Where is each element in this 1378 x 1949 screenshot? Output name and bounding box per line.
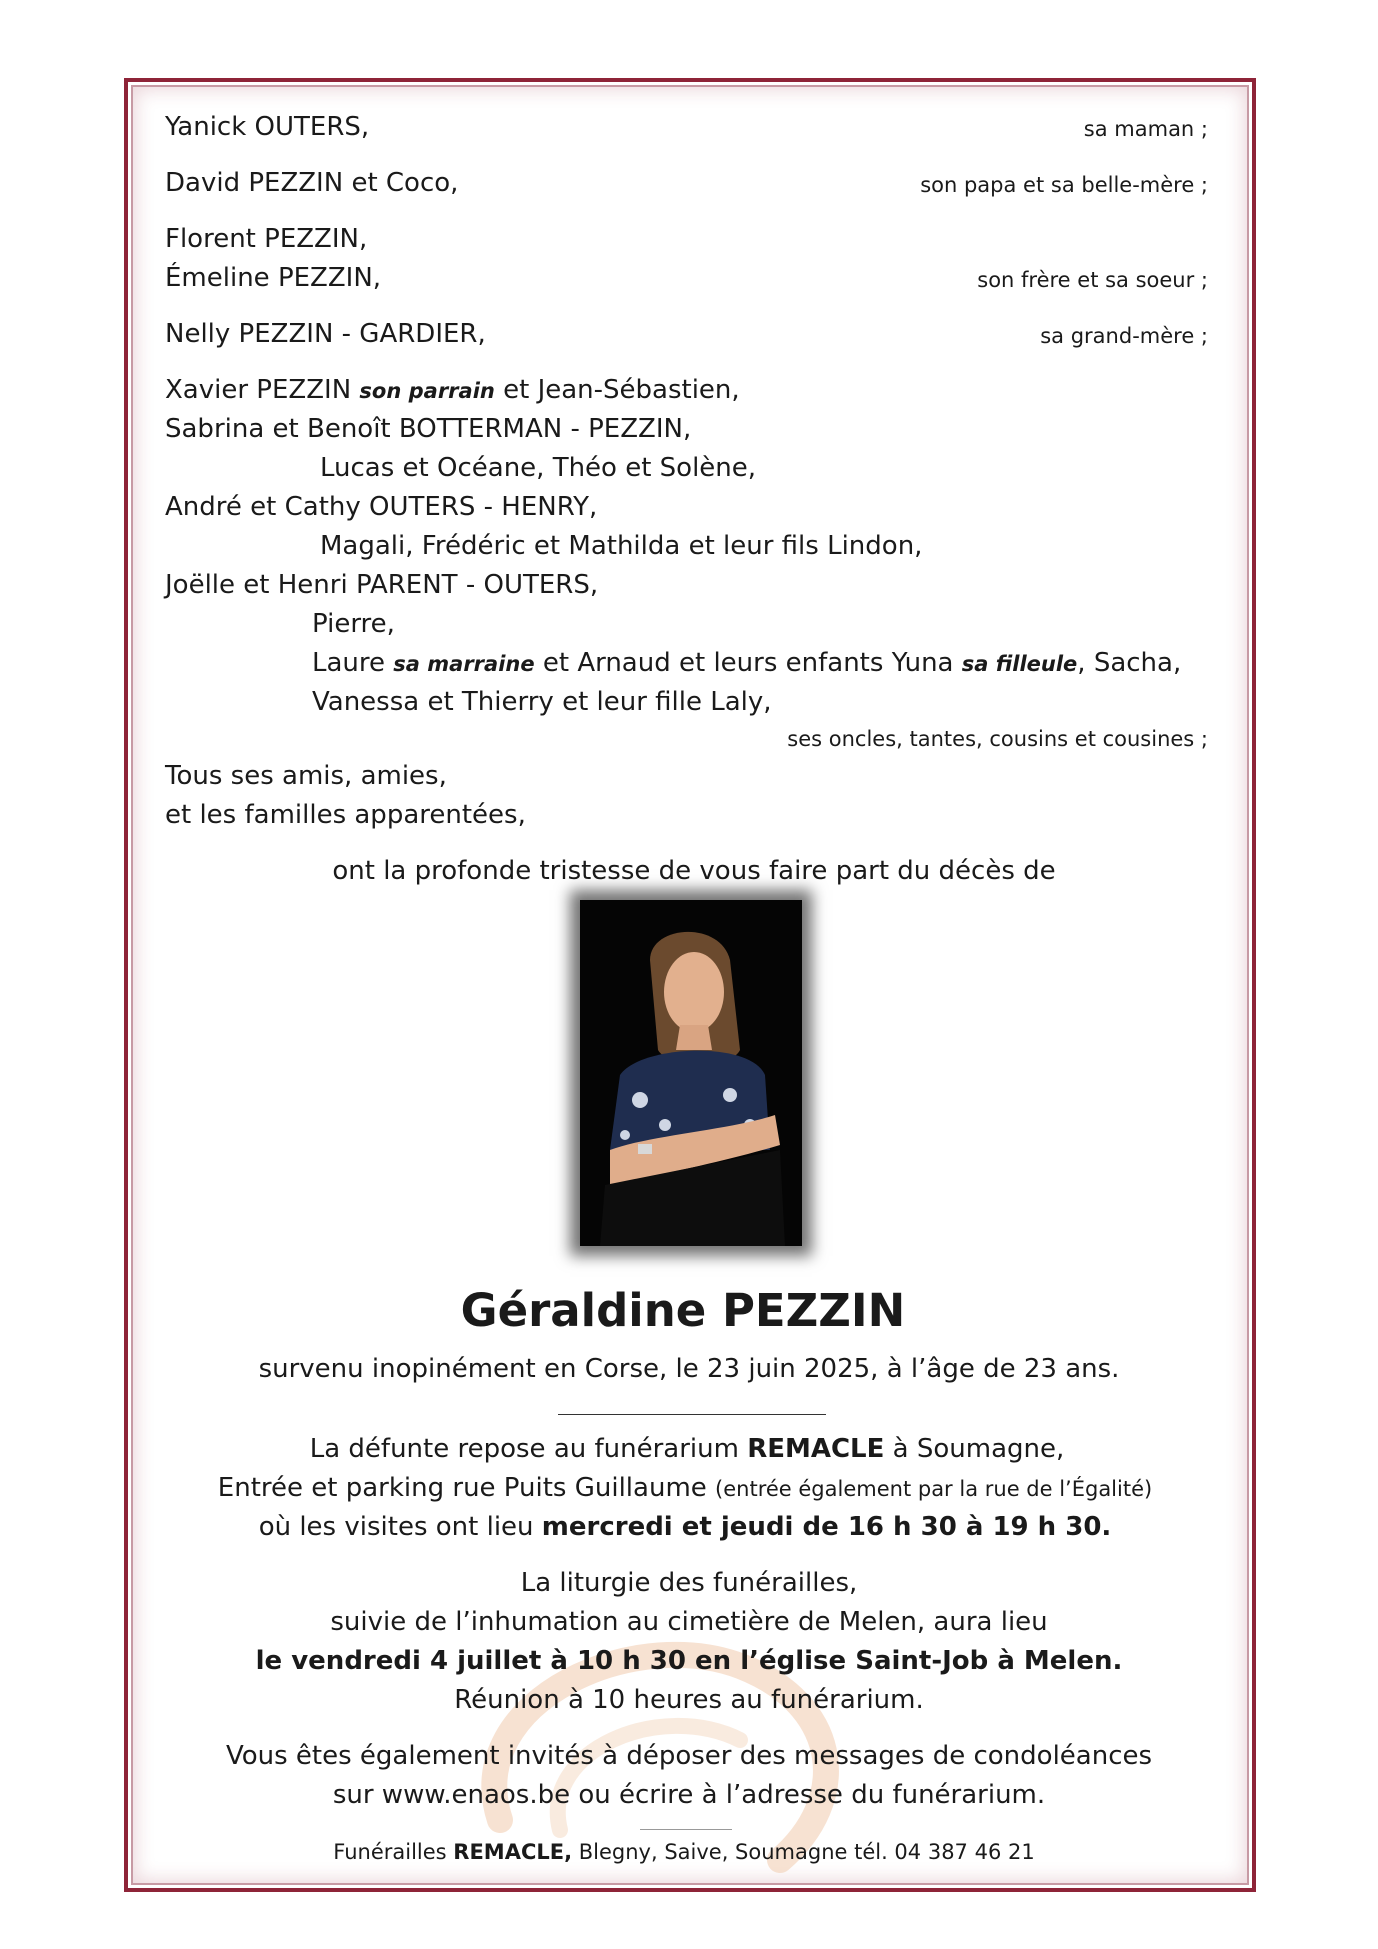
family-line: Yanick OUTERS, xyxy=(165,112,370,142)
visitation-hours: mercredi et jeudi de 16 h 30 à 19 h 30. xyxy=(541,1512,1112,1542)
portrait-photo xyxy=(580,900,802,1246)
family-line: Florent PEZZIN, xyxy=(165,224,368,254)
visitation-line xyxy=(0,1514,1374,1540)
family-line: et les familles apparentées, xyxy=(165,800,526,830)
family-line: Vanessa et Thierry et leur fille Laly, xyxy=(312,687,772,717)
separator-line xyxy=(558,1414,826,1415)
footer-text: Blegny, Saive, Soumagne tél. 04 387 46 21 xyxy=(572,1840,1035,1864)
family-line: David PEZZIN et Coco, xyxy=(165,168,459,198)
role-note: sa marraine xyxy=(393,652,535,676)
relation-label: sa grand-mère ; xyxy=(1040,324,1208,348)
family-line: Tous ses amis, amies, xyxy=(165,761,447,791)
relation-label: son frère et sa soeur ; xyxy=(977,268,1208,292)
deceased-name: Géraldine PEZZIN xyxy=(460,1284,906,1337)
visitation-text: La défunte repose au funérarium xyxy=(309,1434,748,1464)
family-line: Pierre, xyxy=(312,609,395,639)
family-text: et Arnaud et leurs enfants Yuna xyxy=(534,648,962,678)
death-circumstances: survenu inopinément en Corse, le 23 juin 2025, à l’âge de 23 ans. xyxy=(258,1354,1120,1384)
liturgy-line: Réunion à 10 heures au funérarium. xyxy=(454,1685,924,1715)
role-note: son parrain xyxy=(359,379,495,403)
condolences-line: sur www.enaos.be ou écrire à l’adresse du funérarium. xyxy=(332,1780,1046,1810)
family-text: , Sacha, xyxy=(1077,648,1182,678)
footer-text: Funérailles xyxy=(333,1840,454,1864)
announcement: ont la profonde tristesse de vous faire part du décès de xyxy=(332,856,1056,886)
portrait-illustration xyxy=(580,900,802,1246)
visitation-text: où les visites ont lieu xyxy=(258,1512,542,1542)
family-line: Nelly PEZZIN - GARDIER, xyxy=(165,319,486,349)
family-line: Sabrina et Benoît BOTTERMAN - PEZZIN, xyxy=(165,414,692,444)
family-text: Xavier PEZZIN xyxy=(165,375,360,405)
visitation-line xyxy=(0,1475,1374,1501)
family-line: André et Cathy OUTERS - HENRY, xyxy=(165,492,598,522)
footer xyxy=(0,1842,1373,1863)
condolences-line: Vous êtes également invités à déposer des messages de condoléances xyxy=(225,1741,1153,1771)
visitation-text: Entrée et parking rue Puits Guillaume xyxy=(217,1473,716,1503)
family-line: Lucas et Océane, Théo et Solène, xyxy=(320,453,757,483)
family-text: Laure xyxy=(312,648,394,678)
family-line xyxy=(165,377,740,403)
visitation-text: à Soumagne, xyxy=(884,1434,1065,1464)
family-text: et Jean-Sébastien, xyxy=(494,375,740,405)
visitation-line xyxy=(0,1436,1376,1462)
family-line xyxy=(312,650,1181,676)
footer-separator xyxy=(640,1829,732,1830)
role-note: sa filleule xyxy=(961,652,1078,676)
relation-label: ses oncles, tantes, cousins et cousines ; xyxy=(787,727,1208,751)
relation-label: son papa et sa belle-mère ; xyxy=(920,173,1208,197)
family-line: Magali, Frédéric et Mathilda et leur fils Lindon, xyxy=(320,531,923,561)
footer-brand: REMACLE, xyxy=(453,1840,573,1864)
family-line: Joëlle et Henri PARENT - OUTERS, xyxy=(165,570,599,600)
liturgy-line: suivie de l’inhumation au cimetière de Melen, aura lieu xyxy=(330,1607,1048,1637)
relation-label: sa maman ; xyxy=(1083,117,1208,141)
visitation-note: (entrée également par la rue de l’Égalité) xyxy=(715,1477,1153,1501)
liturgy-date-line: le vendredi 4 juillet à 10 h 30 en l’église Saint-Job à Melen. xyxy=(255,1646,1123,1676)
liturgy-line: La liturgie des funérailles, xyxy=(520,1568,858,1598)
family-line: Émeline PEZZIN, xyxy=(165,263,382,293)
funeral-home-name: REMACLE xyxy=(747,1434,885,1464)
